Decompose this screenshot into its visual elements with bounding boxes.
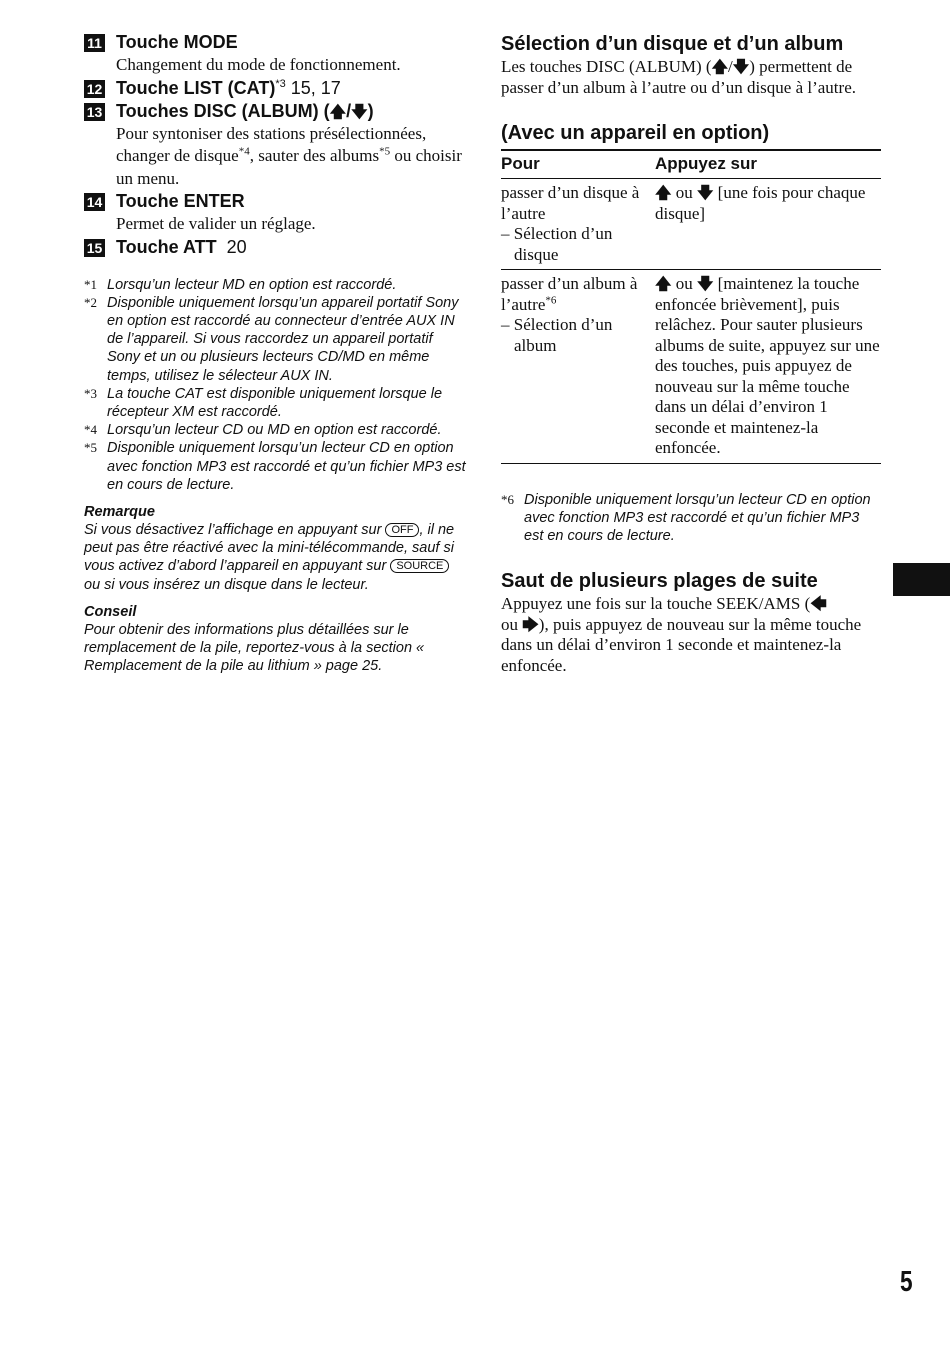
item-number: 13 — [84, 103, 105, 121]
item-number: 15 — [84, 239, 105, 257]
selection-text: Les touches DISC (ALBUM) (🡅/🡇) permettent de passer d’un album à l’autre ou d’un disque à l’autre. — [501, 57, 856, 97]
item-number: 11 — [84, 34, 105, 52]
item-title: Touches DISC (ALBUM) (🡅/🡇) — [116, 100, 374, 121]
saut-heading: Saut de plusieurs plages de suite — [501, 570, 818, 593]
down-arrow-icon: 🡇 — [351, 101, 368, 121]
item-desc: Pour syntoniser des stations présélectionnées, changer de disque$^{*4}$, sauter des albums$^{*5}$ ou choisir un menu. — [116, 123, 462, 188]
footnote: *2 Disponible uniquement lorsqu’un appareil portatif Sony en option est raccordé au connecteur d’entrée AUX IN de l’appareil. Si vous raccordez un appareil portatif Sony et un ou plusieurs lecteurs CD/MD en même temps, utilisez le sélecteur AUX IN. — [84, 294, 459, 384]
footnote-list — [84, 276, 469, 494]
up-arrow-icon: 🡅 — [655, 274, 672, 293]
saut-text: Appuyez une fois sur la touche SEEK/AMS (🡄 ou 🡆), puis appuyez de nouveau sur la même touche dans un délai d’environ 1 seconde et maintenez-la enfoncée. — [501, 594, 862, 675]
right-arrow-icon: 🡆 — [522, 614, 539, 634]
item-desc: Permet de valider un réglage. — [116, 214, 316, 233]
footnote: *6 Disponible uniquement lorsqu’un lecteur CD en option avec fonction MP3 est raccordé et qu’un fichier MP3 est en cours de lecture. — [501, 491, 871, 544]
footnote-ref: *3 — [275, 77, 286, 90]
item-desc: Changement du mode de fonctionnement. — [116, 55, 401, 74]
page-number: 5 — [900, 1266, 913, 1298]
footnote: *5 Disponible uniquement lorsqu’un lecteur CD en option avec fonction MP3 est raccordé et qu’un fichier MP3 est en cours de lecture. — [84, 440, 466, 493]
footnote: *3 La touche CAT est disponible uniquement lorsque le récepteur XM est raccordé. — [84, 385, 443, 420]
option-heading: (Avec un appareil en option) — [501, 122, 770, 144]
up-arrow-icon: 🡅 — [655, 183, 672, 202]
section-tab-marker — [893, 563, 950, 596]
off-key-icon: OFF — [385, 523, 419, 537]
down-arrow-icon: 🡇 — [732, 57, 750, 76]
up-arrow-icon: 🡅 — [329, 101, 347, 121]
item-number: 14 — [84, 193, 105, 211]
right-column — [501, 31, 881, 676]
table-cell: 🡅 ou 🡇 [maintenez la touche enfoncée brièvement], puis relâchez. Pour sauter plusieurs albums de suite, appuyez sur une des touches, puis appuyez de nouveau sur la même touche dans un délai d’environ 1 seconde et maintenez-la enfoncée. — [655, 270, 881, 464]
item-title: Touche ATT 20 — [116, 236, 247, 257]
item-title: Touche MODE — [116, 32, 238, 52]
item-enter — [84, 190, 469, 236]
item-list-cat — [84, 77, 469, 100]
conseil-text: Pour obtenir des informations plus détaillées sur le remplacement de la pile, reportez-vous à la section « Remplacement de la pile au lithium » page 25. — [84, 621, 425, 675]
source-key-icon: SOURCE — [390, 559, 449, 573]
remarque-heading: Remarque — [84, 503, 155, 520]
down-arrow-icon: 🡇 — [696, 274, 714, 293]
column-header: Appuyez sur — [655, 150, 881, 179]
left-column — [84, 31, 469, 675]
up-arrow-icon: 🡅 — [711, 57, 729, 76]
left-arrow-icon: 🡄 — [810, 594, 827, 614]
table-cell: 🡅 ou 🡇 [une fois pour chaque disque] — [655, 179, 881, 270]
item-number: 12 — [84, 80, 105, 98]
table-row — [501, 179, 881, 270]
footnote: *1 Lorsqu’un lecteur MD en option est raccordé. — [84, 276, 397, 293]
page-refs: 20 — [216, 236, 247, 257]
table-cell: passer d’un album à l’autre$^{*6}$ – Sélection d’un album — [501, 270, 655, 464]
item-mode — [84, 31, 469, 77]
option-table — [501, 149, 881, 464]
selection-heading: Sélection d’un disque et d’un album — [501, 33, 844, 55]
item-att — [84, 236, 469, 259]
table-cell: passer d’un disque à l’autre – Sélection d’un disque — [501, 179, 655, 270]
conseil-heading: Conseil — [84, 603, 137, 620]
item-title: Touche ENTER — [116, 191, 245, 211]
item-title: Touche LIST (CAT)$^{*3}$ 15, 17 — [116, 77, 341, 98]
table-row — [501, 270, 881, 464]
table-header-row — [501, 150, 881, 179]
remarque-text: Si vous désactivez l’affichage en appuyant sur OFF , il ne peut pas être réactivé avec la mini-télécommande, sauf si vous activez d’abord l’appareil en appuyant sur SOURCE ou si vous insérez un disque dans le lecteur. — [84, 521, 455, 593]
page-refs: 15, 17 — [285, 77, 341, 98]
column-header: Pour — [501, 150, 655, 179]
down-arrow-icon: 🡇 — [696, 183, 714, 202]
footnote: *4 Lorsqu’un lecteur CD ou MD en option est raccordé. — [84, 422, 442, 439]
item-disc-album — [84, 100, 469, 191]
